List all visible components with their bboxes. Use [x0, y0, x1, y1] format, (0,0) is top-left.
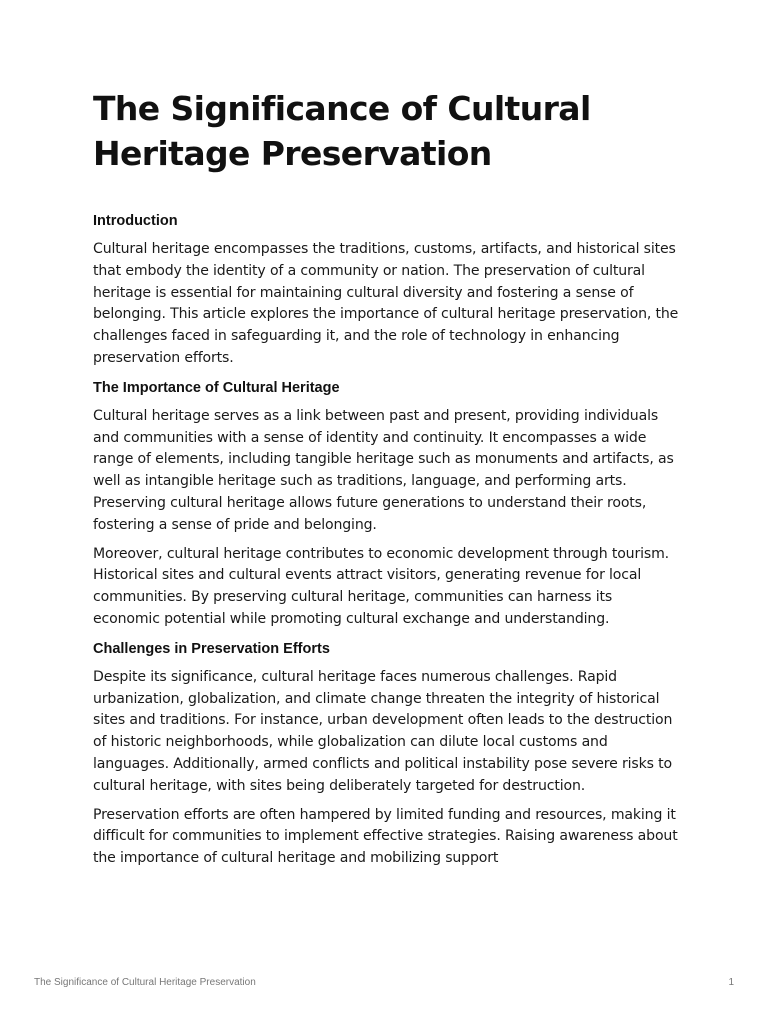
footer-title: The Significance of Cultural Heritage Preservation — [34, 977, 256, 988]
document-title: The Significance of Cultural Heritage Preservation — [93, 89, 591, 173]
paragraph: Cultural heritage encompasses the traditions, customs, artifacts, and historical sites that embody the identity of a community or nation. The preservation of cultural heritage is essential for maintaining cultural diversity and fostering a sense of belonging. This article explores the importance of cultural heritage preservation, the challenges faced in safeguarding it, and the role of technology in enhancing preservation efforts. — [93, 241, 679, 366]
section-heading: The Importance of Cultural Heritage — [93, 379, 340, 396]
section-importance — [93, 377, 683, 631]
section-challenges — [93, 638, 683, 870]
paragraph: Moreover, cultural heritage contributes to economic development through tourism. Historical sites and cultural events attract visitors, generating revenue for local communities. By preserving cultural heritage, communities can harness its economic potential while promoting cultural exchange and understanding. — [93, 545, 669, 627]
section-heading: Introduction — [93, 213, 178, 229]
document-page — [93, 86, 683, 877]
section-heading: Challenges in Preservation Efforts — [93, 640, 330, 657]
paragraph: Preservation efforts are often hampered by limited funding and resources, making it difficult for communities to implement effective strategies. Raising awareness about the importance of cultural heritage and mobilizing support — [93, 806, 678, 867]
paragraph: Cultural heritage serves as a link between past and present, providing individuals and communities with a sense of identity and continuity. It encompasses a wide range of elements, including tangible heritage such as monuments and artifacts, as well as intangible heritage such as traditions, language, and performing arts. Preserving cultural heritage allows future generations to understand their roots, fostering a sense of pride and belonging. — [93, 407, 674, 533]
paragraph: Despite its significance, cultural heritage faces numerous challenges. Rapid urbanization, globalization, and climate change threaten the integrity of historical sites and traditions. For instance, urban development often leads to the destruction of historic neighborhoods, while globalization can dilute local customs and languages. Additionally, armed conflicts and political instability pose severe risks to cultural heritage, with sites being deliberately targeted for destruction. — [93, 668, 673, 794]
section-introduction — [93, 210, 683, 370]
page-number: 1 — [728, 977, 734, 988]
